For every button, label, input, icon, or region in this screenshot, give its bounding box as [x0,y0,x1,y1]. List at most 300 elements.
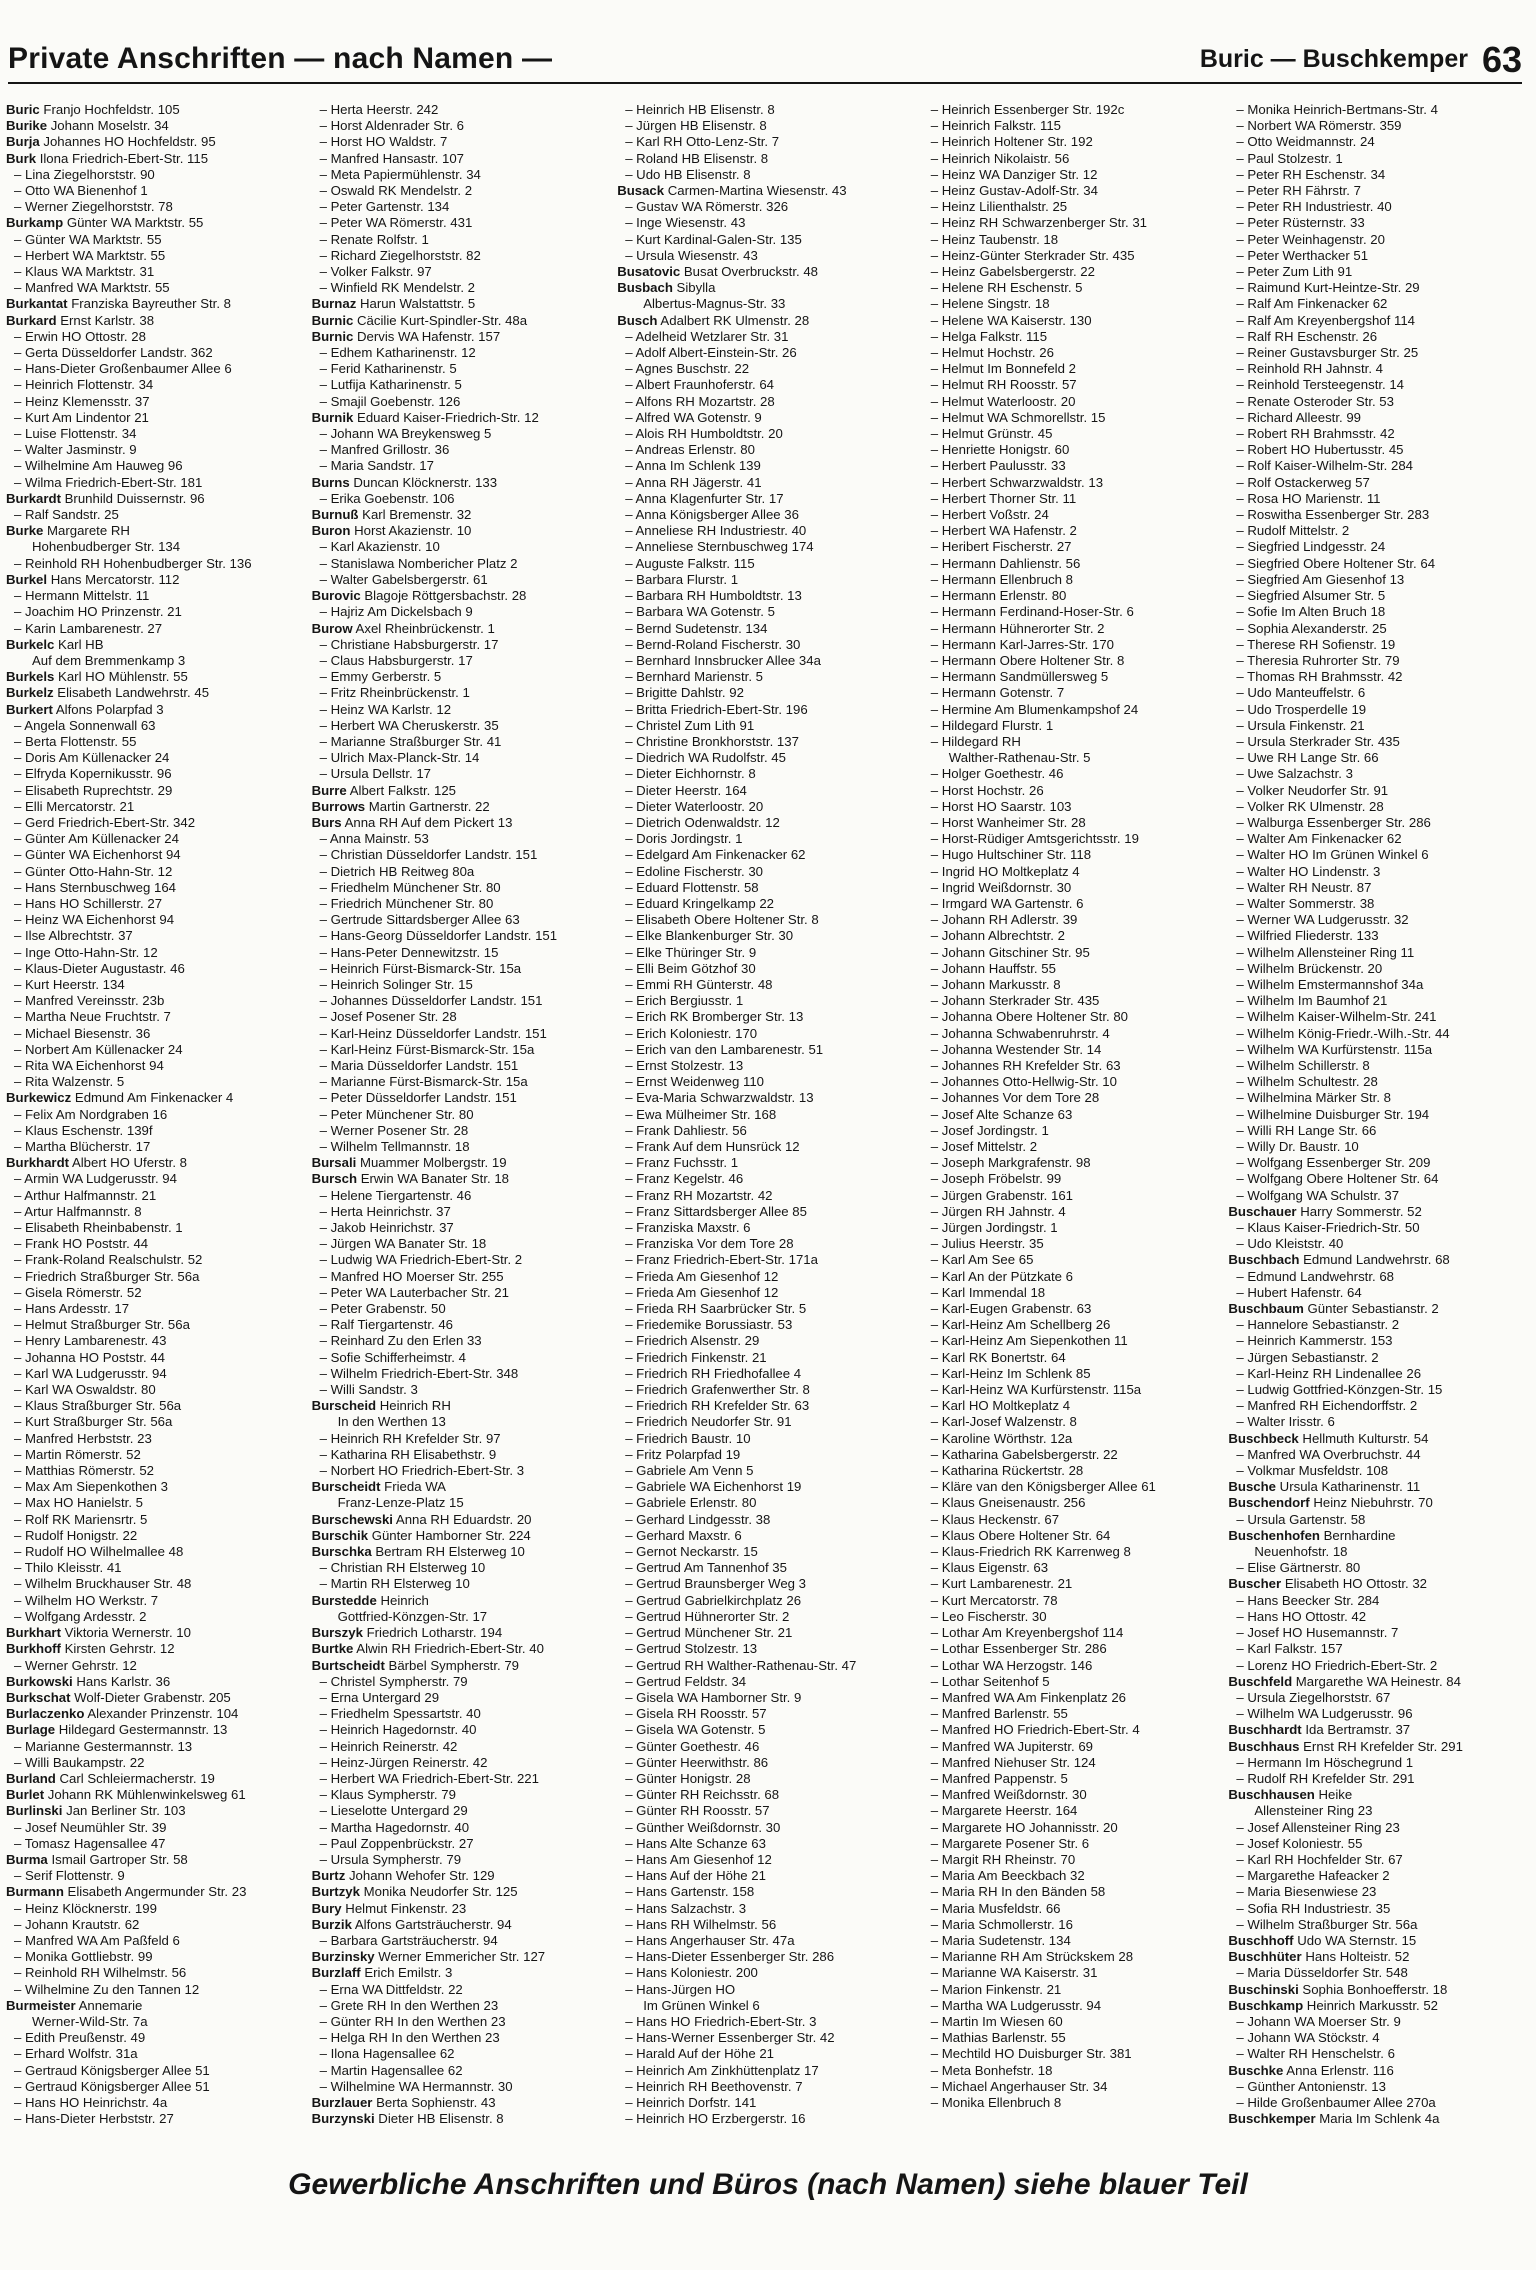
entry-details: Harry Sommerstr. 52 [1296,1203,1422,1219]
surname: Burmeister [6,1997,76,2013]
directory-entry: – Günter RH Reichsstr. 68 [625,1787,780,1803]
directory-entry: – Gustav WA Römerstr. 326 [625,199,789,215]
directory-entry: – Hermann Ferdinand-Hoser-Str. 6 [930,604,1134,620]
directory-entry: – Anna RH Jägerstr. 41 [625,474,762,490]
entry-details: Alfons Gartsträucherstr. 94 [351,1916,512,1932]
directory-entry: – Christel Zum Lith 91 [625,717,755,733]
directory-entry: – Mechtild HO Duisburger Str. 381 [930,2046,1132,2062]
directory-entry: – Gisela WA Hamborner Str. 9 [625,1689,802,1705]
directory-entry: – Johann Albrechtstr. 2 [930,928,1065,944]
directory-entry: – Roland HB Elisenstr. 8 [625,150,769,166]
directory-entry: – Hans Gartenstr. 158 [625,1884,755,1900]
surname: Burland [6,1770,56,1786]
surname: Burzynski [311,2111,375,2127]
surname: Burscheid [311,1398,377,1414]
directory-entry: – Ingrid HO Moltkeplatz 4 [930,863,1080,879]
directory-entry: – Friedrich RH Friedhofallee 4 [625,1365,802,1381]
directory-entry: – Dietrich Odenwaldstr. 12 [625,814,780,830]
directory-entry [6,1884,302,1900]
directory-entry [617,183,913,199]
directory-entry: – Christine Bronkhorststr. 137 [625,733,799,749]
directory-entry [6,702,302,718]
directory-columns [6,102,1524,2142]
entry-details: Edmund Landwehrstr. 68 [1299,1252,1450,1268]
directory-entry: – Ralf Am Finkenacker 62 [1236,296,1388,312]
surname: Busbach [617,280,673,296]
surname: Burschewski [311,1511,393,1527]
directory-entry: – Sofie Schifferheimstr. 4 [319,1349,466,1365]
entry-details: Hellmuth Kulturstr. 54 [1298,1430,1429,1446]
directory-entry: – Wolfgang WA Schulstr. 37 [1236,1187,1400,1203]
directory-entry: – Friedrich Alsenstr. 29 [625,1333,760,1349]
directory-entry: – Peter Zum Lith 91 [1236,264,1353,280]
directory-entry: – Walter Jasminstr. 9 [14,442,137,458]
directory-entry: – Wilhelmine WA Hermannstr. 30 [319,2078,513,2094]
directory-entry: – Rudolf HO Wilhelmallee 48 [14,1544,184,1560]
directory-entry: – Gerta Düsseldorfer Landstr. 362 [14,345,213,361]
directory-entry: – Gertrud RH Walther-Rathenau-Str. 47 [625,1657,857,1673]
directory-entry [312,1512,608,1528]
directory-entry: – Friedrich Grafenwerther Str. 8 [625,1382,810,1398]
directory-entry: – Martin RH Elsterweg 10 [319,1576,470,1592]
directory-entry: – Horst HO Waldstr. 7 [319,134,448,150]
directory-entry: – Peter Münchener Str. 80 [319,1106,474,1122]
directory-entry: – Günter Heerwithstr. 86 [625,1754,769,1770]
surname: Bursali [311,1155,357,1171]
directory-entry: – Barbara Flurstr. 1 [625,571,739,587]
entry-details: Ernst RH Krefelder Str. 291 [1299,1738,1463,1754]
directory-entry: – Wolfgang Essenberger Str. 209 [1236,1155,1431,1171]
directory-entry: – Gertrud Stolzestr. 13 [625,1641,758,1657]
directory-entry: – Dieter Eichhornstr. 8 [625,766,756,782]
directory-entry: – Anna Klagenfurter Str. 17 [625,490,784,506]
directory-entry: – Karl RH Hochfelder Str. 67 [1236,1851,1403,1867]
surname: Busche [1228,1479,1277,1495]
directory-entry: – Elisabeth Ruprechtstr. 29 [14,782,173,798]
surname: Buschkemper [1228,2111,1316,2127]
directory-entry [312,1949,608,1965]
surname: Burkewicz [6,1090,72,1106]
directory-entry: – Hans HO Friedrich-Ebert-Str. 3 [625,2013,817,2029]
directory-entry: Auf dem Bremmenkamp 3 [32,652,186,668]
directory-entry: – Karl-Heinz Am Schellberg 26 [930,1317,1111,1333]
directory-entry: – Anna Königsberger Allee 36 [625,507,799,523]
directory-entry: – Ernst Weidenweg 110 [625,1074,764,1090]
directory-entry [6,637,302,653]
directory-entry: – Johanna HO Poststr. 44 [14,1349,166,1365]
entry-details: Berta Sophienstr. 43 [372,2094,496,2110]
directory-entry: – Ewa Mülheimer Str. 168 [625,1106,777,1122]
directory-entry: – Elisabeth Obere Holtener Str. 8 [625,912,819,928]
directory-entry: – Rolf Kaiser-Wilhelm-Str. 284 [1236,458,1413,474]
directory-entry: – Britta Friedrich-Ebert-Str. 196 [625,701,808,717]
surname: Burkamp [6,215,64,231]
directory-entry: – Walter RH Neustr. 87 [1236,879,1372,895]
directory-entry: – Hans Salzachstr. 3 [625,1900,747,1916]
entry-details: Hildegard Gestermannstr. 13 [55,1722,228,1738]
directory-entry: – Helga RH In den Werthen 23 [319,2030,500,2046]
directory-entry: – Ralf Am Kreyenbergshof 114 [1236,312,1415,328]
directory-entry: – Alfons RH Mozartstr. 28 [625,393,775,409]
directory-entry: – Josef Neumühler Str. 39 [14,1819,167,1835]
surname: Burtscheidt [311,1657,385,1673]
directory-entry: – Karl Immendal 18 [930,1284,1046,1300]
surname: Burnaz [311,296,357,312]
entry-details: Ida Bertramstr. 37 [1301,1722,1411,1738]
surname: Buschbaum [1228,1301,1304,1317]
entry-details: Johann Wehofer Str. 129 [345,1868,495,1884]
directory-entry: – Katharina Gabelsbergerstr. 22 [930,1446,1118,1462]
directory-entry: – Hans Auf der Höhe 21 [625,1868,766,1884]
directory-entry: – Joachim HO Prinzenstr. 21 [14,604,182,620]
entry-details: Anna RH Auf dem Pickert 13 [341,814,513,830]
directory-entry: – Klaus Gneisenaustr. 256 [930,1495,1086,1511]
directory-entry: – Frieda Am Giesenhof 12 [625,1268,779,1284]
directory-entry: – Reinhard Zu den Erlen 33 [319,1333,482,1349]
surname: Burtzyk [311,1884,360,1900]
directory-entry: – Renate Osteroder Str. 53 [1236,393,1394,409]
directory-entry [312,1641,608,1657]
directory-entry: – Peter RH Eschenstr. 34 [1236,166,1386,182]
directory-entry: – Hans-Dieter Essenberger Str. 286 [625,1949,835,1965]
surname: Bury [311,1900,342,1916]
surname: Burzinsky [311,1949,375,1965]
entry-details: Albert Falkstr. 125 [346,782,456,798]
surname: Burkhoff [6,1641,61,1657]
directory-entry: – Johanna Schwabenruhrstr. 4 [930,1025,1110,1041]
directory-entry: – Marianne WA Kaiserstr. 31 [930,1965,1098,1981]
directory-entry: – Gertrud Feldstr. 34 [625,1673,747,1689]
surname: Burszyk [311,1625,363,1641]
entry-details: Blagoje Röttgersbachstr. 28 [360,588,527,604]
directory-entry [6,1787,302,1803]
directory-entry: – Eduard Kringelkamp 22 [625,895,775,911]
directory-entry: – Peter Weinhagenstr. 20 [1236,231,1385,247]
directory-entry: – Hermann Im Höschegrund 1 [1236,1754,1414,1770]
entry-details: Erwin WA Banater Str. 18 [357,1171,509,1187]
directory-entry: – Herbert WA Friedrich-Ebert-Str. 221 [319,1770,539,1786]
directory-entry: – Heinrich HO Erzbergerstr. 16 [625,2111,806,2127]
directory-entry [312,313,608,329]
surname: Burkelz [6,685,54,701]
directory-entry: – Franz Friedrich-Ebert-Str. 171a [625,1252,818,1268]
directory-entry: – Hans-Dieter Herbststr. 27 [14,2111,174,2127]
directory-entry [312,1658,608,1674]
entry-details: Elisabeth HO Ottostr. 32 [1281,1576,1428,1592]
directory-entry: – Heinrich HB Elisenstr. 8 [625,102,775,117]
directory-entry: – Uwe Salzachstr. 3 [1236,766,1353,782]
directory-entry [1228,1576,1524,1592]
directory-entry: – Manfred WA Overbruchstr. 44 [1236,1446,1421,1462]
entry-details: Karl HO Mühlenstr. 55 [54,669,188,685]
surname: Burns [311,474,350,490]
directory-entry: – Udo Manteuffelstr. 6 [1236,685,1366,701]
directory-entry: – Walter HO Im Grünen Winkel 6 [1236,847,1429,863]
directory-entry: – Frank Dahliestr. 56 [625,1122,747,1138]
entry-details: Ernst Karlstr. 38 [56,312,155,328]
directory-entry: – Karl WA Ludgerusstr. 94 [14,1365,167,1381]
directory-entry: – Elli Mercatorstr. 21 [14,798,135,814]
surname: Burtz [311,1868,346,1884]
directory-entry [312,329,608,345]
directory-entry [6,118,302,134]
directory-entry: – Horst Hochstr. 26 [930,782,1044,798]
directory-entry: – Heinz Klöcknerstr. 199 [14,1900,157,1916]
directory-entry: – Günther Antonienstr. 13 [1236,2078,1386,2094]
entry-details: Ilona Friedrich-Ebert-Str. 115 [36,150,209,166]
directory-entry: – Marianne RH Am Strückskem 28 [930,1949,1134,1965]
directory-entry: – Ludwig Gottfried-Könzgen-Str. 15 [1236,1382,1443,1398]
directory-entry: – Johannes RH Krefelder Str. 63 [930,1057,1121,1073]
directory-entry: – Richard Alleestr. 99 [1236,409,1361,425]
directory-entry: – Ursula Finkenstr. 21 [1236,717,1365,733]
directory-entry: – Klaus Obere Holtener Str. 64 [930,1527,1111,1543]
directory-entry: – Wilhelm König-Friedr.-Wilh.-Str. 44 [1236,1025,1450,1041]
surname: Buric [6,102,40,117]
directory-entry: – Gerhard Maxstr. 6 [625,1527,742,1543]
entry-details: Carl Schleiermacherstr. 19 [55,1770,215,1786]
directory-entry: – Manfred HO Friedrich-Ebert-Str. 4 [930,1722,1140,1738]
directory-entry: – Wilhelm WA Ludgerusstr. 96 [1236,1706,1413,1722]
directory-entry: – Siegfried Am Giesenhof 13 [1236,571,1405,587]
entry-details: Karl Bremenstr. 32 [358,507,472,523]
directory-entry: – Ernst Stolzestr. 13 [625,1057,744,1073]
directory-entry: – Heinz Gustav-Adolf-Str. 34 [930,183,1098,199]
entry-details: Elisabeth Angermunder Str. 23 [63,1884,247,1900]
directory-entry: – Josef Alte Schanze 63 [930,1106,1073,1122]
directory-entry [6,313,302,329]
directory-entry: – Rita WA Eichenhorst 94 [14,1057,164,1073]
directory-entry: – Werner Gehrstr. 12 [14,1657,137,1673]
directory-entry: – Hermann Karl-Jarres-Str. 170 [930,636,1115,652]
directory-entry: – Elfryda Kopernikusstr. 96 [14,766,172,782]
entry-details: Hans Karlstr. 36 [72,1673,171,1689]
directory-entry: – Gertrud Am Tannenhof 35 [625,1560,787,1576]
directory-entry: – Helene Tiergartenstr. 46 [319,1187,472,1203]
directory-entry [312,1917,608,1933]
directory-entry: – Anneliese Sternbuschweg 174 [625,539,814,555]
entry-details: Ismail Gartroper Str. 58 [47,1851,188,1867]
directory-entry: – Elke Thüringer Str. 9 [625,944,757,960]
directory-entry: – Henry Lambarenestr. 43 [14,1333,167,1349]
surname: Burscheidt [311,1479,381,1495]
directory-entry: – Franz RH Mozartstr. 42 [625,1187,773,1203]
surname: Buron [311,523,351,539]
surname: Buschhoff [1228,1932,1294,1948]
surname: Burke [6,523,44,539]
directory-entry: – Maria Düsseldorfer Str. 548 [1236,1965,1408,1981]
directory-entry [312,1884,608,1900]
entry-details: Harun Walstattstr. 5 [356,296,476,312]
directory-entry: – Christian RH Elsterweg 10 [319,1560,486,1576]
directory-entry [1228,1431,1524,1447]
surname: Burre [311,782,347,798]
directory-entry: – Helmut WA Schmorellstr. 15 [930,409,1106,425]
directory-entry: – Rolf Ostackerweg 57 [1236,474,1370,490]
directory-entry [1228,1982,1524,1998]
directory-entry: – Max HO Hanielstr. 5 [14,1495,143,1511]
directory-entry: – Karin Lambarenestr. 27 [14,620,163,636]
directory-entry: – Josef HO Husemannstr. 7 [1236,1625,1399,1641]
surname: Busch [617,312,658,328]
directory-entry: – Johann Gitschiner Str. 95 [930,944,1090,960]
directory-entry: – Elke Blankenburger Str. 30 [625,928,794,944]
directory-entry: – Wilhelm HO Werkstr. 7 [14,1592,159,1608]
directory-entry [6,1998,302,2014]
directory-entry: – Volker RK Ulmenstr. 28 [1236,798,1384,814]
directory-entry: – Sofia RH Industriestr. 35 [1236,1900,1391,1916]
directory-entry: – Gerhard Lindgesstr. 38 [625,1511,771,1527]
directory-entry: – Heinrich Fürst-Bismarck-Str. 15a [319,960,522,976]
entry-details: Horst Akazienstr. 10 [350,523,472,539]
directory-entry: – Alois RH Humboldtstr. 20 [625,426,783,442]
directory-entry: – Heinrich Reinerstr. 42 [319,1738,458,1754]
directory-entry: – Heinz Taubenstr. 18 [930,231,1059,247]
directory-entry: – Hans Koloniestr. 200 [625,1965,758,1981]
directory-entry: – Heinrich Flottenstr. 34 [14,377,154,393]
directory-entry: – Willi RH Lange Str. 66 [1236,1122,1377,1138]
directory-entry: – Rita Walzenstr. 5 [14,1074,125,1090]
directory-entry: – Erna Untergard 29 [319,1689,440,1705]
directory-entry: – Ursula Sterkrader Str. 435 [1236,733,1400,749]
entry-details: Elisabeth Landwehrstr. 45 [53,685,210,701]
directory-entry: – Hans Angerhauser Str. 47a [625,1932,795,1948]
directory-entry: – Josef Koloniestr. 55 [1236,1835,1363,1851]
surname: Burma [6,1851,48,1867]
directory-entry: – Renate Rolfstr. 1 [319,231,429,247]
directory-entry: – Franziska Vor dem Tore 28 [625,1236,794,1252]
directory-entry: – Margarethe Hafeacker 2 [1236,1868,1390,1884]
directory-entry: – Erich Bergiusstr. 1 [625,993,744,1009]
directory-entry: – Peter WA Lauterbacher Str. 21 [319,1284,509,1300]
directory-entry: – Manfred Vereinsstr. 23b [14,993,165,1009]
directory-entry: – Katharina Rückertstr. 28 [930,1463,1084,1479]
directory-entry: – Ilona Hagensallee 62 [319,2046,455,2062]
directory-entry [312,1625,608,1641]
directory-entry: – Kurt Straßburger Str. 56a [14,1414,173,1430]
directory-entry: – Johann WA Breykensweg 5 [319,426,492,442]
directory-entry [1228,1722,1524,1738]
directory-entry: – Werner WA Ludgerusstr. 32 [1236,912,1409,928]
directory-entry: – Johannes Otto-Hellwig-Str. 10 [930,1074,1117,1090]
directory-entry: – Emmi RH Günterstr. 48 [625,976,773,992]
directory-entry: – Fritz Rheinbrückenstr. 1 [319,685,470,701]
directory-entry: – Margarete Heerstr. 164 [930,1803,1078,1819]
directory-entry: – Helmut RH Roosstr. 57 [930,377,1077,393]
directory-entry: – Josef Allensteiner Ring 23 [1236,1819,1400,1835]
directory-entry: – Emmy Gerberstr. 5 [319,669,442,685]
surname: Burkels [6,669,55,685]
entry-details: Frieda WA [380,1479,446,1495]
directory-entry: – Rudolf RH Krefelder Str. 291 [1236,1770,1415,1786]
directory-entry: – Walter Gabelsbergerstr. 61 [319,571,488,587]
directory-entry: – Gisela WA Gotenstr. 5 [625,1722,766,1738]
directory-entry: – Frank Auf dem Hunsrück 12 [625,1139,800,1154]
directory-entry: – Kurt Heerstr. 134 [14,976,125,992]
entry-details: Wolf-Dieter Grabenstr. 205 [70,1689,231,1705]
directory-entry [312,475,608,491]
directory-entry [1228,1787,1524,1803]
directory-entry: – Ludwig WA Friedrich-Ebert-Str. 2 [319,1252,523,1268]
directory-entry: – Gertrude Sittardsberger Allee 63 [319,912,520,928]
directory-entry: – Karl-Heinz Düsseldorfer Landstr. 151 [319,1025,547,1041]
directory-entry: – Heinz WA Eichenhorst 94 [14,912,175,928]
directory-entry: – Frank HO Poststr. 44 [14,1236,149,1252]
directory-entry: – Heinz RH Schwarzenberger Str. 31 [930,215,1148,231]
directory-entry: – Heinz Gabelsbergerstr. 22 [930,264,1095,280]
directory-entry: – Manfred WA Marktstr. 55 [14,280,170,296]
directory-entry: – Walter Am Finkenacker 62 [1236,831,1402,847]
surname: Burkhardt [6,1155,70,1171]
directory-entry: – Walter RH Henschelstr. 6 [1236,2046,1395,2062]
directory-entry: – Jürgen WA Banater Str. 18 [319,1236,487,1252]
entry-details: Anna RH Eduardstr. 20 [392,1511,532,1527]
directory-entry: – Karoline Wörthstr. 12a [930,1430,1073,1446]
directory-entry: – Berta Flottenstr. 55 [14,733,137,749]
directory-entry: – Friedrich Neudorfer Str. 91 [625,1414,792,1430]
directory-entry [1228,1301,1524,1317]
directory-entry: – Gertraud Königsberger Allee 51 [14,2062,210,2078]
directory-entry: – Eva-Maria Schwarzwaldstr. 13 [625,1090,814,1106]
directory-entry: – Wilhelm Kaiser-Wilhelm-Str. 241 [1236,1009,1437,1025]
directory-entry: – Helmut Straßburger Str. 56a [14,1317,190,1333]
directory-entry: – Mathias Barlenstr. 55 [930,2030,1066,2046]
directory-column-5 [1228,102,1524,2142]
surname: Burike [6,118,48,134]
directory-entry: – Otto Weidmannstr. 24 [1236,134,1375,150]
directory-entry: – Hermann Mittelstr. 11 [14,588,150,604]
directory-entry: – Herbert WA Hafenstr. 2 [930,523,1077,539]
surname: Burmann [6,1884,64,1900]
directory-entry: – Franz Sittardsberger Allee 85 [625,1203,807,1219]
directory-entry: – Gertrud Münchener Str. 21 [625,1625,793,1641]
entry-details: Bärbel Sympherstr. 79 [384,1657,520,1673]
directory-entry: – Wilhelm Straßburger Str. 56a [1236,1916,1418,1932]
directory-entry: – Anna Im Schlenk 139 [625,458,761,474]
directory-entry: – Manfred Herbststr. 23 [14,1430,152,1446]
directory-entry: – Gabriele WA Eichenhorst 19 [625,1479,802,1495]
directory-entry: – Günter WA Marktstr. 55 [14,231,162,247]
directory-entry: – Meta Bonhefstr. 18 [930,2062,1053,2078]
entry-details: Sibylla [672,280,716,296]
directory-entry: – Hans-Werner Essenberger Str. 42 [625,2030,835,2046]
directory-entry: – Horst Aldenrader Str. 6 [319,118,464,134]
directory-entry: – Heinz-Günter Sterkrader Str. 435 [930,247,1135,263]
directory-entry: – Artur Halfmannstr. 8 [14,1203,142,1219]
directory-entry: – Andreas Erlenstr. 80 [625,442,755,458]
directory-entry: – Erich RK Bromberger Str. 13 [625,1009,804,1025]
directory-entry: – Günter WA Eichenhorst 94 [14,847,181,863]
directory-entry: – Horst Wanheimer Str. 28 [930,814,1086,830]
directory-entry: – Anna Mainstr. 53 [319,831,429,847]
entry-details: Kirsten Gehrstr. 12 [60,1641,175,1657]
directory-entry: – Reinhold RH Hohenbudberger Str. 136 [14,555,252,571]
surname: Burlaczenko [6,1706,85,1722]
surname: Burzlaff [311,1965,361,1981]
directory-entry: – Arthur Halfmannstr. 21 [14,1187,157,1203]
directory-entry: – Norbert WA Römerstr. 359 [1236,118,1402,134]
surname: Bursch [311,1171,358,1187]
directory-entry: – Peter Gartenstr. 134 [319,199,450,215]
directory-entry: – Julius Heerstr. 35 [930,1236,1044,1252]
directory-entry: – Dieter Heerstr. 164 [625,782,747,798]
directory-entry: – Lothar WA Herzogstr. 146 [930,1657,1093,1673]
directory-column-4 [923,102,1219,2142]
surname: Burschik [311,1527,369,1543]
directory-entry: – Gertrud Hühnerorter Str. 2 [625,1608,790,1624]
directory-entry [1228,2111,1524,2127]
entry-details: Johann RK Mühlenwinkelsweg 61 [44,1787,246,1803]
